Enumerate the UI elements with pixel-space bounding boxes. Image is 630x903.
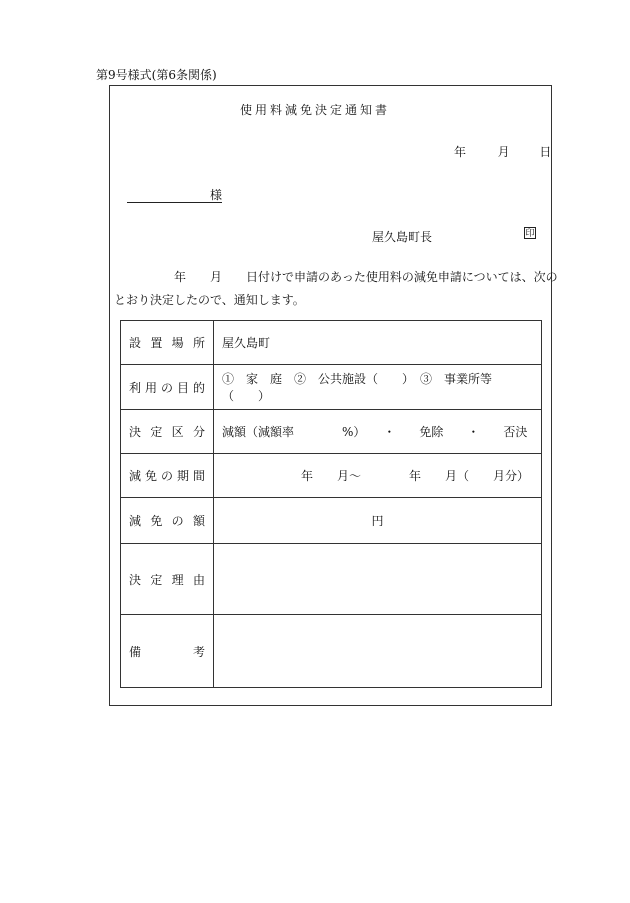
row-label: 備考 xyxy=(121,615,214,688)
addressee-suffix: 様 xyxy=(209,188,222,202)
row-value: 年 月～ 年 月（ 月分） xyxy=(214,454,542,498)
addressee-line xyxy=(127,186,222,203)
row-value xyxy=(214,543,542,615)
row-label: 決定理由 xyxy=(121,543,214,615)
row-label: 減免の額 xyxy=(121,498,214,543)
date-month: 月 xyxy=(497,145,510,159)
form-number-label: 第9号様式(第6条関係) xyxy=(96,68,217,82)
document-title: 使用料減免決定通知書 xyxy=(239,103,390,117)
decision-table xyxy=(120,320,542,688)
row-value: 減額（減額率 %） ・ 免除 ・ 否決 xyxy=(214,409,542,453)
date-day: 日 xyxy=(539,145,552,159)
table-row-period xyxy=(121,454,542,498)
table-row-remarks xyxy=(121,615,542,688)
seal-mark: 印 xyxy=(525,229,535,239)
row-label: 減免の期間 xyxy=(121,454,214,498)
row-value xyxy=(214,615,542,688)
row-value: ① 家 庭 ② 公共施設（ ） ③ 事業所等（ ） xyxy=(214,365,542,409)
row-value: 屋久島町 xyxy=(214,321,542,365)
row-value: 円 xyxy=(214,498,542,543)
row-label: 決定区分 xyxy=(121,409,214,453)
body-text-line-2: とおり決定したので、通知します。 xyxy=(114,293,305,307)
row-label: 利用の目的 xyxy=(121,365,214,409)
row-label: 設置場所 xyxy=(121,321,214,365)
issue-date xyxy=(454,143,551,160)
body-text-line-1: 年 月 日付けで申請のあった使用料の減免申請については、次の xyxy=(174,270,558,284)
issuer-name: 屋久島町長 xyxy=(372,230,433,244)
date-year: 年 xyxy=(454,145,467,159)
table-row-reason xyxy=(121,543,542,615)
table-row-decision-type xyxy=(121,409,542,453)
table-row-amount xyxy=(121,498,542,543)
table-row-location xyxy=(121,321,542,365)
table-row-purpose xyxy=(121,365,542,409)
